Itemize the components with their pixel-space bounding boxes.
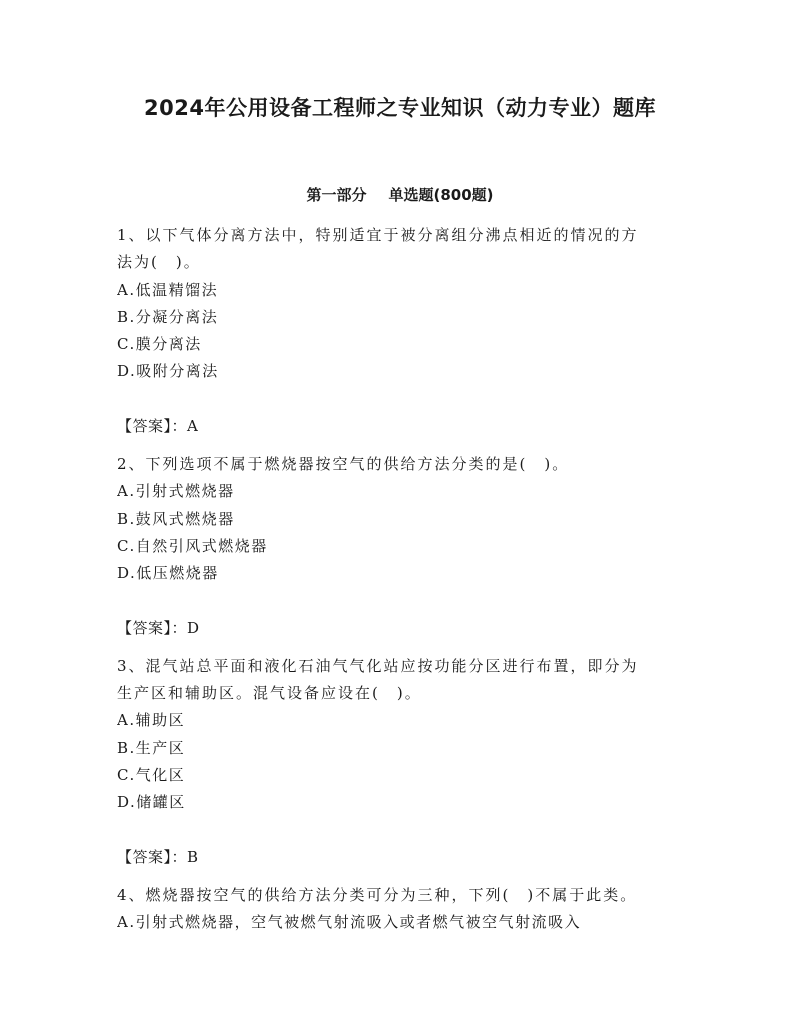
option-c: C.气化区 xyxy=(117,766,186,785)
question-stem-line: 2、下列选项不属于燃烧器按空气的供给方法分类的是( )。 xyxy=(117,455,570,474)
option-c: C.自然引风式燃烧器 xyxy=(117,536,268,555)
question-list xyxy=(117,222,687,937)
document-title: 2024年公用设备工程师之专业知识（动力专业）题库 xyxy=(144,96,656,120)
option-a: A.辅助区 xyxy=(117,711,186,730)
option-d: D.吸附分离法 xyxy=(117,362,219,381)
section-part: 第一部分 xyxy=(306,186,367,204)
section-heading xyxy=(0,184,800,205)
answer-value: A xyxy=(187,416,200,435)
question-stem-line: 生产区和辅助区。混气设备应设在( )。 xyxy=(117,684,422,703)
question-stem-line: 4、燃烧器按空气的供给方法分类可分为三种，下列( )不属于此类。 xyxy=(117,885,638,904)
question-2 xyxy=(117,451,687,587)
answer-3 xyxy=(117,844,687,871)
option-b: B.分凝分离法 xyxy=(117,307,219,326)
option-a: A.引射式燃烧器，空气被燃气射流吸入或者燃气被空气射流吸入 xyxy=(117,913,582,932)
answer-value: B xyxy=(187,847,200,866)
option-b: B.鼓风式燃烧器 xyxy=(117,509,235,528)
option-b: B.生产区 xyxy=(117,738,186,757)
option-d: D.储罐区 xyxy=(117,793,186,812)
option-a: A.引射式燃烧器 xyxy=(117,482,235,501)
question-stem-line: 1、以下气体分离方法中，特别适宜于被分离组分沸点相近的情况的方 xyxy=(117,226,639,244)
option-c: C.膜分离法 xyxy=(117,335,202,354)
question-4 xyxy=(117,882,687,937)
answer-label: 【答案】： xyxy=(117,618,188,637)
answer-value: D xyxy=(187,618,201,637)
question-stem-line: 3、混气站总平面和液化石油气气化站应按功能分区进行布置，即分为 xyxy=(117,656,639,675)
question-1 xyxy=(117,222,687,386)
answer-label: 【答案】： xyxy=(117,416,188,435)
option-d: D.低压燃烧器 xyxy=(117,564,219,583)
question-3 xyxy=(117,653,687,817)
answer-2 xyxy=(117,615,687,642)
section-name: 单选题(800题) xyxy=(388,186,494,204)
question-stem-line: 法为( )。 xyxy=(117,253,201,272)
answer-1 xyxy=(117,413,687,440)
option-a: A.低温精馏法 xyxy=(117,280,219,299)
answer-label: 【答案】： xyxy=(117,847,188,866)
